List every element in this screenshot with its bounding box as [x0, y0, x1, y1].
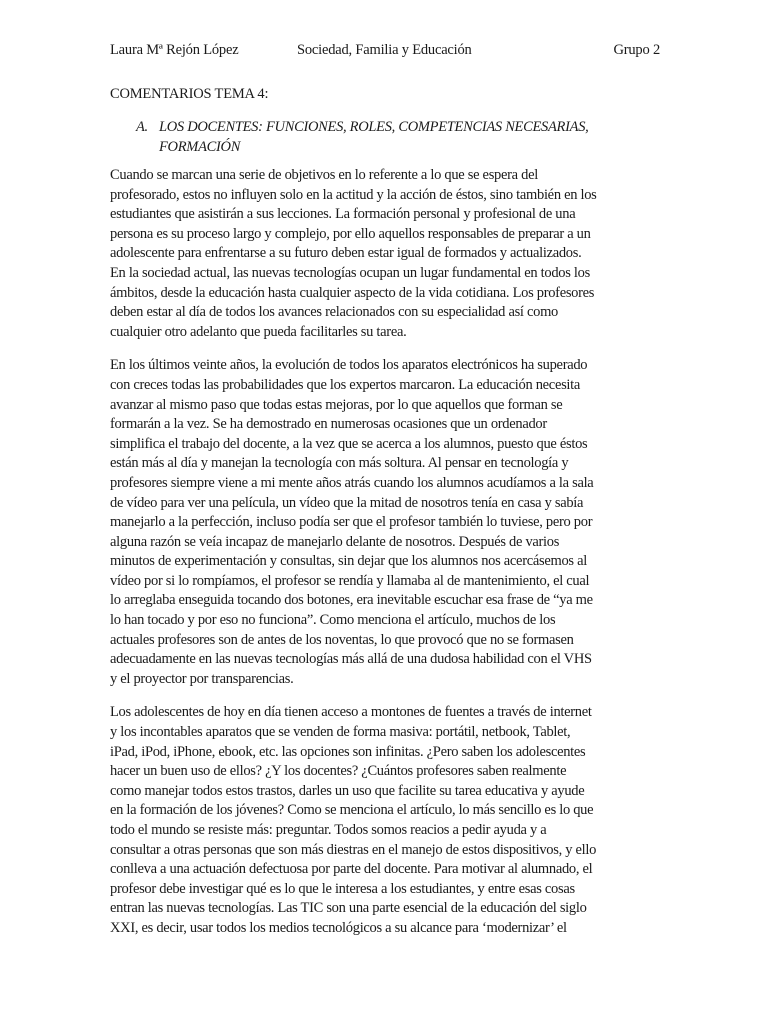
paragraph-line: ámbitos, desde la educación hasta cualquier aspecto de la vida cotidiana. Los profesores	[110, 284, 595, 301]
paragraph-line: adecuadamente en las nuevas tecnologías más allá de una dudosa habilidad con el VHS	[110, 651, 592, 668]
paragraph-line: minutos de experimentación y consultas, sin dejar que los alumnos nos acercásemos al	[110, 553, 587, 570]
paragraph-line: vídeo por si lo rompíamos, el profesor se rendía y llamaba al de mantenimiento, el cual	[110, 572, 590, 589]
paragraph-line: alguna razón se veía incapaz de manejarlo delante de nosotros. Después de varios	[110, 533, 560, 550]
paragraph-line: persona es su proceso largo y complejo, por ello aquellos responsables de preparar a un	[110, 225, 591, 242]
paragraph-line: En la sociedad actual, las nuevas tecnologías ocupan un lugar fundamental en todos los	[110, 264, 590, 281]
paragraph-line: con creces todas las probabilidades que los expertos marcaron. La educación necesita	[110, 376, 581, 393]
paragraph-line: todo el mundo se resiste más: preguntar. Todos somos reacios a pedir ayuda y a	[110, 822, 547, 838]
paragraph	[110, 703, 658, 938]
paragraph-line: iPad, iPod, iPhone, ebook, etc. las opciones son infinitas. ¿Pero saben los adolescentes	[110, 743, 586, 760]
paragraph-line: lo han tocado y por eso no funciona”. Como menciona el artículo, muchos de los	[110, 612, 556, 629]
paragraph-line: deben estar al día de todos los avances relacionados con su especialidad así como	[110, 304, 558, 321]
paragraph-line: profesor debe investigar qué es lo que le interesa a los estudiantes, y entre esas cosas	[110, 880, 575, 897]
paragraph-line: hacer un buen uso de ellos? ¿Y los docentes? ¿Cuántos profesores saben realmente	[110, 763, 567, 780]
paragraph-line: simplifica el trabajo del docente, a la vez que se acerca a los alumnos, puesto que éstos	[110, 435, 588, 452]
body-text	[110, 166, 658, 953]
paragraph-line: En los últimos veinte años, la evolución de todos los aparatos electrónicos ha superado	[110, 357, 588, 374]
header-group: Grupo 2	[613, 42, 660, 58]
paragraph-line: entran las nuevas tecnologías. Las TIC son una parte esencial de la educación del siglo	[110, 900, 587, 917]
paragraph-line: formarán a la vez. Se ha demostrado en numerosas ocasiones que un ordenador	[110, 416, 547, 433]
header-author: Laura Mª Rejón López	[110, 42, 239, 58]
paragraph-line: manejarlo a la perfección, incluso podía ser que el profesor también lo tuviese, pero por	[110, 514, 593, 531]
paragraph-line: y los incontables aparatos que se venden de forma masiva: portátil, netbook, Tablet,	[110, 724, 571, 741]
header-course: Sociedad, Familia y Educación	[297, 42, 472, 58]
page-header	[110, 42, 660, 62]
paragraph-line: conlleva a una actuación defectuosa por parte del docente. Para motivar al alumnado, el	[110, 861, 593, 878]
paragraph	[110, 356, 658, 689]
paragraph-line: avanzar al mismo paso que todas estas mejoras, por lo que aquellos que forman se	[110, 396, 563, 413]
topic-list-marker: A.	[136, 119, 148, 135]
paragraph-line: estudiantes que asistirán a sus lecciones. La formación personal y profesional de una	[110, 206, 576, 223]
paragraph-line: actuales profesores son de antes de los noventas, lo que provocó que no se formasen	[110, 631, 574, 648]
paragraph-line: profesores siempre viene a mi mente años atrás cuando los alumnos acudíamos a la sala	[110, 474, 594, 491]
paragraph-line: profesorado, estos no influyen solo en la actitud y la acción de éstos, sino también en los	[110, 186, 597, 203]
paragraph-line: adolescente para enfrentarse a su futuro deben estar igual de formados y actualizados.	[110, 245, 582, 262]
paragraph-line: consultar a otras personas que son más diestras en el manejo de estos dispositivos, y ello	[110, 841, 597, 858]
paragraph-line: y el proyector por transparencias.	[110, 670, 294, 687]
paragraph-line: están más al día y manejan la tecnología con más soltura. Al pensar en tecnología y	[110, 455, 569, 472]
paragraph-line: cualquier otro adelanto que pueda facilitarles su tarea.	[110, 323, 407, 340]
paragraph-line: en la formación de los jóvenes? Como se menciona el artículo, lo más sencillo es lo que	[110, 802, 594, 819]
paragraph-line: de vídeo para ver una película, un vídeo que la mitad de nosotros tenía en casa y sabía	[110, 494, 584, 511]
paragraph-line: Cuando se marcan una serie de objetivos en lo referente a lo que se espera del	[110, 167, 538, 183]
paragraph	[110, 166, 658, 342]
paragraph-line: Los adolescentes de hoy en día tienen acceso a montones de fuentes a través de internet	[110, 704, 592, 721]
topic-title: LOS DOCENTES: FUNCIONES, ROLES, COMPETENCIAS NECESARIAS, FORMACIÓN	[159, 119, 589, 155]
paragraph-line: XXI, es decir, usar todos los medios tecnológicos a su alcance para ‘modernizar’ el	[110, 919, 567, 936]
topic-heading	[136, 117, 656, 157]
paragraph-line: lo arreglaba enseguida tocando dos botones, era inevitable escuchar esa frase de “ya me	[110, 592, 593, 609]
paragraph-line: como manejar todos estos trastos, darles un uso que facilite su tarea educativa y ayude	[110, 782, 585, 799]
section-heading: COMENTARIOS TEMA 4:	[110, 86, 269, 102]
